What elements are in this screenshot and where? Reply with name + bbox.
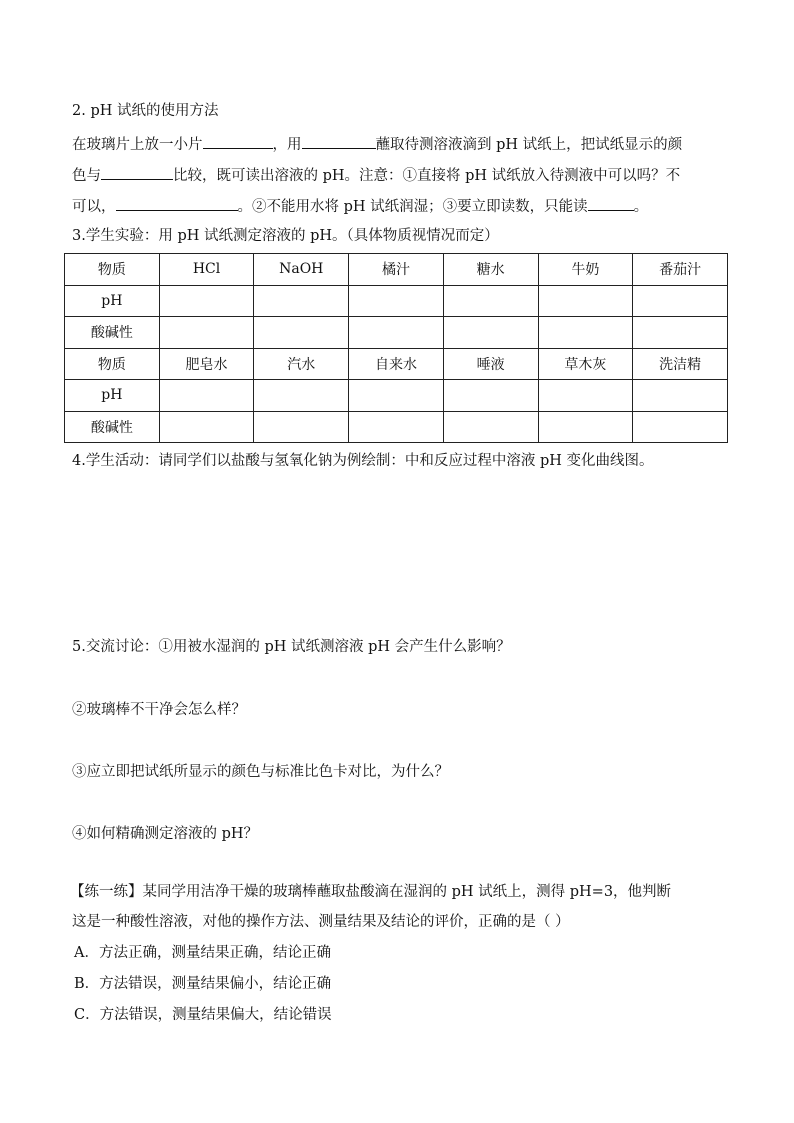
table-cell[interactable] <box>538 411 633 443</box>
section-3-title: 3.学生实验：用 pH 试纸测定溶液的 pH。（具体物质视情况而定） <box>72 228 499 244</box>
table-header-cell: 番茄汁 <box>633 254 728 286</box>
answer-option-c[interactable]: C．方法错误，测量结果偏大，结论错误 <box>74 1007 332 1023</box>
table-cell[interactable] <box>538 317 633 349</box>
table-cell[interactable] <box>443 285 538 317</box>
table-cell[interactable] <box>159 380 254 412</box>
text-segment: 。②不能用水将 pH 试纸润湿；③要立即读数，只能读 <box>237 199 588 215</box>
text-segment: 。 <box>633 199 649 215</box>
table-row <box>65 380 728 412</box>
table-cell[interactable] <box>443 317 538 349</box>
discussion-question-1: 5.交流讨论：①用被水湿润的 pH 试纸测溶液 pH 会产生什么影响？ <box>72 639 511 655</box>
table-cell[interactable] <box>349 285 444 317</box>
section-4-text: 4.学生活动：请同学们以盐酸与氢氧化钠为例绘制：中和反应过程中溶液 pH 变化曲线图。 <box>72 453 654 469</box>
table-row <box>65 285 728 317</box>
table-cell[interactable] <box>633 285 728 317</box>
fill-blank-4[interactable] <box>116 195 238 211</box>
text-segment: 蘸取待测溶液滴到 pH 试纸上，把试纸显示的颜 <box>375 137 683 153</box>
table-row <box>65 411 728 443</box>
table-cell[interactable] <box>254 285 349 317</box>
section-2-line-2 <box>72 164 680 186</box>
section-2-title: 2. pH 试纸的使用方法 <box>72 103 219 119</box>
discussion-question-2: ②玻璃棒不干净会怎么样？ <box>72 702 246 718</box>
table-cell[interactable] <box>633 380 728 412</box>
table-cell[interactable] <box>538 380 633 412</box>
row-label-acidity: 酸碱性 <box>65 317 160 349</box>
table-cell[interactable] <box>633 411 728 443</box>
table-header-cell: 汽水 <box>254 348 349 380</box>
text-segment: ，用 <box>272 137 302 153</box>
discussion-question-3: ③应立即把试纸所显示的颜色与标准比色卡对比，为什么？ <box>72 764 449 780</box>
table-cell[interactable] <box>538 285 633 317</box>
answer-option-a[interactable]: A．方法正确，测量结果正确，结论正确 <box>74 945 331 961</box>
table-header-cell: 洗洁精 <box>633 348 728 380</box>
table-header-cell: 唾液 <box>443 348 538 380</box>
table-cell[interactable] <box>443 380 538 412</box>
practice-question-line-2: 这是一种酸性溶液，对他的操作方法、测量结果及结论的评价，正确的是（ ） <box>72 914 570 930</box>
table-cell[interactable] <box>349 411 444 443</box>
table-cell[interactable] <box>254 411 349 443</box>
practice-question-line-1: 【练一练】某同学用洁净干燥的玻璃棒蘸取盐酸滴在湿润的 pH 试纸上，测得 pH=3，他判断 <box>70 884 672 900</box>
table-row <box>65 254 728 286</box>
row-label-ph: pH <box>65 380 160 412</box>
table-header-cell: 橘汁 <box>349 254 444 286</box>
table-cell[interactable] <box>254 317 349 349</box>
table-cell[interactable] <box>159 285 254 317</box>
table-header-cell: HCl <box>159 254 254 286</box>
text-segment: 色与 <box>72 168 101 184</box>
table-cell[interactable] <box>349 317 444 349</box>
answer-option-b[interactable]: B．方法错误，测量结果偏小，结论正确 <box>74 976 332 992</box>
table-header-cell: 糖水 <box>443 254 538 286</box>
table-cell[interactable] <box>254 380 349 412</box>
fill-blank-5[interactable] <box>588 195 634 211</box>
text-segment: 在玻璃片上放一小片 <box>72 137 203 153</box>
text-segment: 比较，既可读出溶液的 pH。注意：①直接将 pH 试纸放入待测液中可以吗？不 <box>173 168 681 184</box>
table-header-cell: 牛奶 <box>538 254 633 286</box>
ph-experiment-table <box>64 253 728 443</box>
table-header-cell: 物质 <box>65 254 160 286</box>
text-segment: 可以， <box>72 199 116 215</box>
section-2-line-1 <box>72 133 682 155</box>
table-cell[interactable] <box>633 317 728 349</box>
row-label-ph: pH <box>65 285 160 317</box>
fill-blank-1[interactable] <box>203 133 273 149</box>
discussion-question-4: ④如何精确测定溶液的 pH？ <box>72 826 259 842</box>
table-cell[interactable] <box>443 411 538 443</box>
fill-blank-3[interactable] <box>101 164 173 180</box>
section-2-line-3 <box>72 195 648 217</box>
table-cell[interactable] <box>349 380 444 412</box>
table-row <box>65 348 728 380</box>
fill-blank-2[interactable] <box>302 133 376 149</box>
table-header-cell: 肥皂水 <box>159 348 254 380</box>
table-header-cell: 草木灰 <box>538 348 633 380</box>
table-row <box>65 317 728 349</box>
table-header-cell: 自来水 <box>349 348 444 380</box>
table-header-cell: NaOH <box>254 254 349 286</box>
table-cell[interactable] <box>159 411 254 443</box>
table-cell[interactable] <box>159 317 254 349</box>
table-header-cell: 物质 <box>65 348 160 380</box>
row-label-acidity: 酸碱性 <box>65 411 160 443</box>
